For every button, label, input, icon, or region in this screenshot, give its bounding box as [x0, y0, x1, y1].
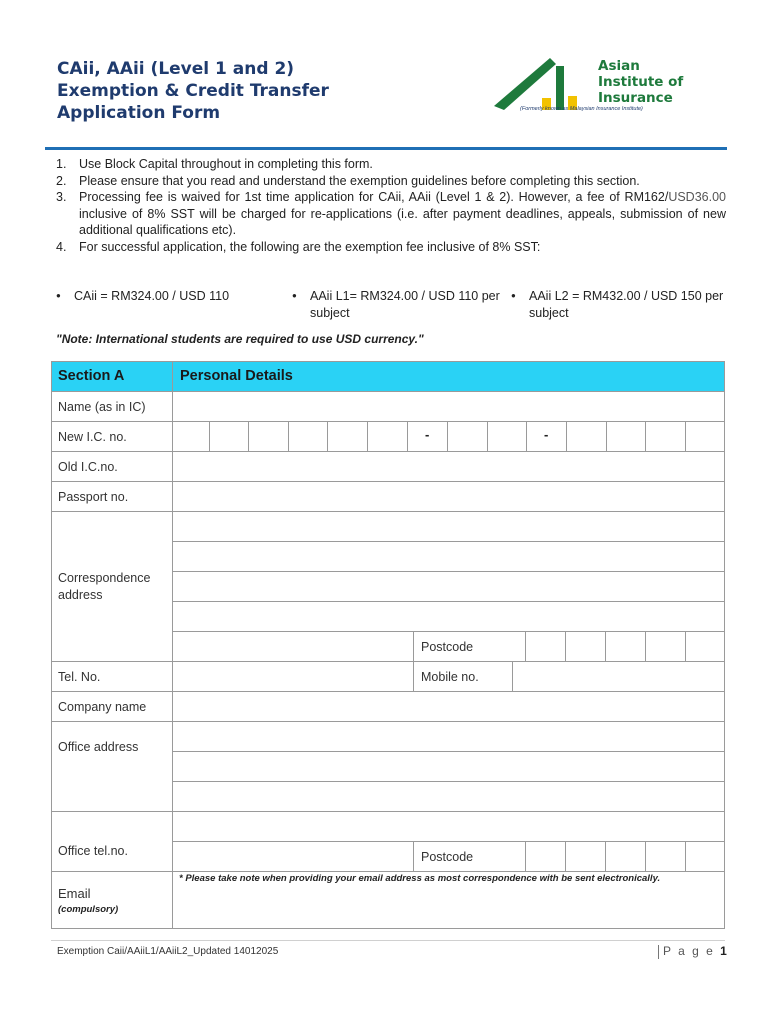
section-label: Section A	[58, 368, 125, 384]
title-line-3: Application Form	[57, 103, 221, 123]
personal-details-form	[51, 361, 725, 929]
instruction-item: 1. Use Block Capital throughout in completing this form.	[56, 157, 373, 171]
postcode-box[interactable]	[565, 631, 606, 662]
title-line-1: CAii, AAii (Level 1 and 2)	[57, 59, 295, 79]
company-label: Company name	[58, 700, 147, 714]
office-tel-input[interactable]	[172, 841, 414, 872]
name-label: Name (as in IC)	[58, 400, 146, 414]
postcode-box[interactable]	[645, 631, 686, 662]
nric-box[interactable]	[606, 421, 646, 452]
international-note: "Note: International students are required to use USD currency."	[56, 332, 424, 346]
footer-divider	[51, 940, 725, 941]
email-label: Email	[58, 886, 91, 901]
postcode-box[interactable]	[605, 631, 646, 662]
address-label-line-1: Correspondence	[58, 571, 151, 585]
name-label-cell	[51, 391, 173, 422]
address-line-4-input[interactable]	[172, 601, 725, 632]
logo-line-1: Asian	[598, 58, 640, 74]
nric-box[interactable]	[367, 421, 408, 452]
nric-box[interactable]	[327, 421, 368, 452]
office-postcode-box[interactable]	[525, 841, 566, 872]
email-note: * Please take note when providing your email address as most correspondence with be sent electronically.	[179, 873, 661, 884]
logo-line-3: Insurance	[598, 90, 673, 106]
nric-box[interactable]	[566, 421, 607, 452]
tel-input[interactable]	[172, 661, 414, 692]
office-postcode-box[interactable]	[685, 841, 725, 872]
mobile-label-cell	[413, 661, 513, 692]
nric-box[interactable]	[685, 421, 725, 452]
office-tel-label: Office tel.no.	[58, 844, 128, 858]
fee-aaii-l1: ● AAii L1= RM324.00 / USD 110 per subject	[292, 288, 510, 321]
office-address-label-cell	[51, 721, 173, 812]
old-ic-input[interactable]	[172, 451, 725, 482]
section-title: Personal Details	[180, 368, 293, 384]
mobile-label: Mobile no.	[421, 670, 479, 684]
footer-document-id: Exemption Caii/AAiiL1/AAiiL2_Updated 14012025	[57, 946, 279, 957]
company-input[interactable]	[172, 691, 725, 722]
passport-label: Passport no.	[58, 490, 129, 504]
address-line-3-input[interactable]	[172, 571, 725, 602]
logo-wordmark	[598, 58, 683, 106]
page-number	[658, 944, 729, 959]
office-address-line-4-input[interactable]	[172, 811, 725, 842]
asian-institute-logo	[490, 52, 720, 118]
usd-fee: USD36.00	[668, 190, 726, 204]
passport-label-cell	[51, 481, 173, 512]
instruction-item: 4. For successful application, the following are the exemption fee inclusive of 8% SST:	[56, 239, 541, 254]
page-num: 1	[720, 944, 729, 958]
page-separator	[658, 945, 659, 959]
email-input[interactable]	[172, 871, 725, 929]
nric-separator-box	[526, 421, 567, 452]
address-label-cell	[51, 511, 173, 662]
office-address-line-2-input[interactable]	[172, 751, 725, 782]
form-title	[57, 58, 387, 124]
company-label-cell	[51, 691, 173, 722]
instructions-list	[56, 156, 726, 255]
nric-box[interactable]	[172, 421, 210, 452]
nric-label-cell	[51, 421, 173, 452]
office-tel-label-cell	[51, 811, 173, 872]
nric-box[interactable]	[209, 421, 249, 452]
nric-box[interactable]	[487, 421, 527, 452]
old-ic-label: Old I.C.no.	[58, 460, 118, 474]
instruction-item: 2. Please ensure that you read and understand the exemption guidelines before completing this section.	[56, 173, 640, 188]
address-line-5-input[interactable]	[172, 631, 414, 662]
postcode-label: Postcode	[421, 640, 474, 654]
office-postcode-box[interactable]	[565, 841, 606, 872]
nric-dash: -	[544, 427, 549, 442]
nric-label: New I.C. no.	[58, 430, 127, 444]
logo-line-2: Institute of	[598, 74, 684, 90]
nric-dash: -	[425, 427, 430, 442]
section-label-cell	[51, 361, 173, 392]
address-line-2-input[interactable]	[172, 541, 725, 572]
logo-tagline: (Formerly known as Malaysian Insurance Institute)	[520, 106, 643, 112]
mobile-input[interactable]	[512, 661, 725, 692]
office-address-line-3-input[interactable]	[172, 781, 725, 812]
nric-box[interactable]	[447, 421, 488, 452]
title-line-2: Exemption & Credit Transfer	[57, 81, 329, 101]
nric-box[interactable]	[248, 421, 289, 452]
nric-box[interactable]	[288, 421, 328, 452]
office-postcode-box[interactable]	[645, 841, 686, 872]
office-postcode-label-cell	[413, 841, 526, 872]
address-line-1-input[interactable]	[172, 511, 725, 542]
office-postcode-box[interactable]	[605, 841, 646, 872]
tel-label-cell	[51, 661, 173, 692]
nric-separator-box	[407, 421, 448, 452]
office-address-line-1-input[interactable]	[172, 721, 725, 752]
postcode-label-cell	[413, 631, 526, 662]
section-title-cell	[172, 361, 725, 392]
email-label-cell	[51, 871, 173, 929]
tel-label: Tel. No.	[58, 670, 101, 684]
logo-mark-icon	[490, 52, 596, 112]
name-input[interactable]	[172, 391, 725, 422]
fee-aaii-l2: ● AAii L2 = RM432.00 / USD 150 per subject	[511, 288, 729, 321]
page-word: P a g e	[663, 944, 715, 958]
nric-box[interactable]	[645, 421, 686, 452]
office-postcode-label: Postcode	[421, 850, 474, 864]
postcode-box[interactable]	[525, 631, 566, 662]
email-compulsory: (compulsory)	[58, 904, 119, 915]
instruction-item: 3. Processing fee is waived for 1st time application for CAii, AAii (Level 1 & 2). However, a fee of RM162/USD36.00 inclusive of 8% SST will be charged for re-applications (i.e. after payment deadlines, appeals, submission of new additional qualifications etc).	[56, 190, 726, 237]
postcode-box[interactable]	[685, 631, 725, 662]
fee-caii: ● CAii = RM324.00 / USD 110	[56, 288, 284, 305]
office-address-label: Office address	[58, 740, 139, 754]
header-divider	[45, 147, 727, 150]
passport-input[interactable]	[172, 481, 725, 512]
old-ic-label-cell	[51, 451, 173, 482]
address-label-line-2: address	[58, 588, 103, 602]
